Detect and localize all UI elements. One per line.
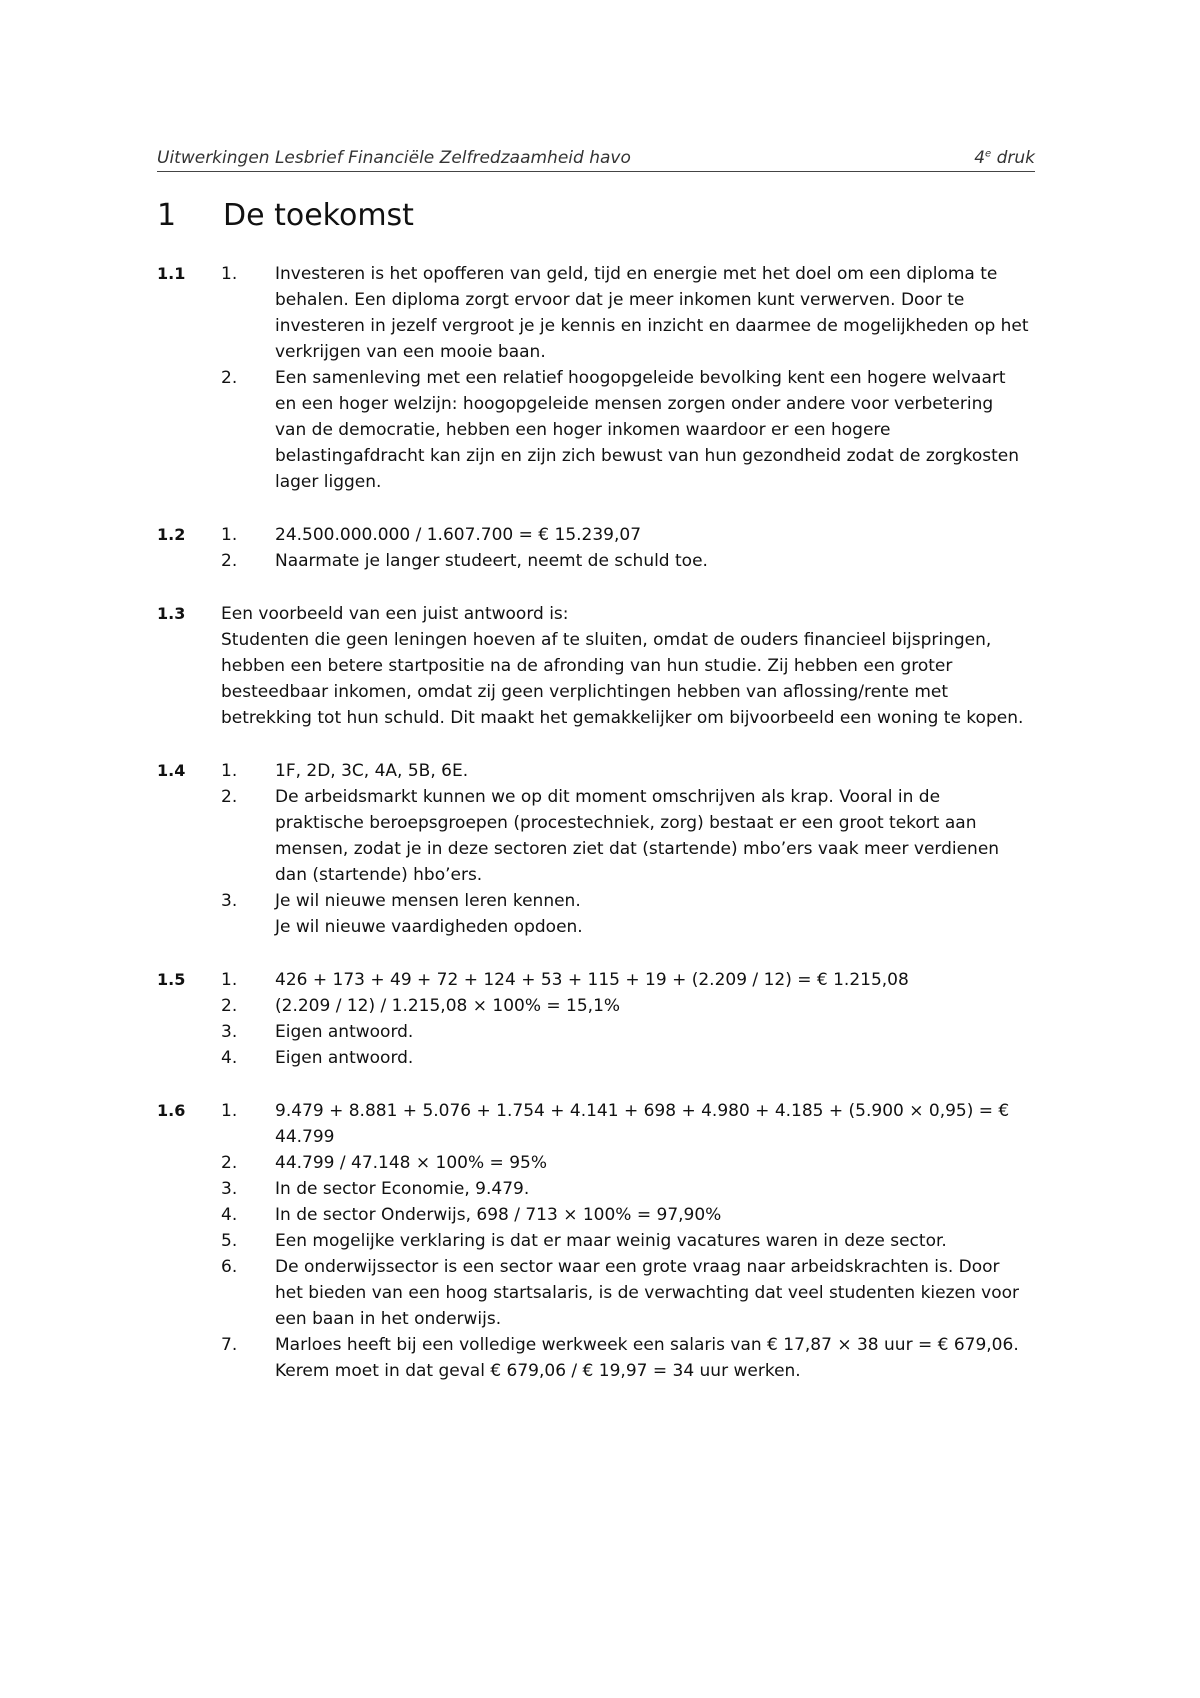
answer-line: (2.209 / 12) / 1.215,08 × 100% = 15,1% bbox=[275, 996, 621, 1016]
answer-number: 2. bbox=[221, 368, 238, 388]
answer-item bbox=[221, 1045, 1035, 1071]
answer-text bbox=[221, 601, 1035, 731]
answer-line: het bieden van een hoog startsalaris, is de verwachting dat veel studenten kiezen voor bbox=[275, 1283, 1020, 1303]
answer-item bbox=[221, 601, 1035, 731]
answer-line: betrekking tot hun schuld. Dit maakt het gemakkelijker om bijvoorbeeld een woning te kopen. bbox=[221, 708, 1024, 728]
answer-text bbox=[275, 365, 1035, 495]
answer-item bbox=[221, 548, 1035, 574]
answer-number: 3. bbox=[221, 1022, 238, 1042]
answer-text bbox=[275, 1019, 1035, 1045]
answer-item bbox=[221, 365, 1035, 495]
answer-text bbox=[275, 1098, 1035, 1150]
exercise-number: 1.6 bbox=[157, 1101, 186, 1120]
answer-text bbox=[275, 548, 1035, 574]
exercise-body bbox=[221, 758, 1035, 940]
answer-item bbox=[221, 1019, 1035, 1045]
answer-line: investeren in jezelf vergroot je je kennis en inzicht en daarmee de mogelijkheden op het bbox=[275, 316, 1029, 336]
answer-line: 9.479 + 8.881 + 5.076 + 1.754 + 4.141 + 698 + 4.980 + 4.185 + (5.900 × 0,95) = € 44.799 bbox=[275, 1101, 1010, 1147]
header-edition bbox=[974, 148, 1035, 168]
answer-text bbox=[275, 1176, 1035, 1202]
answer-text bbox=[275, 1202, 1035, 1228]
answer-text bbox=[275, 1254, 1035, 1332]
answer-number: 3. bbox=[221, 1179, 238, 1199]
answer-line: De arbeidsmarkt kunnen we op dit moment omschrijven als krap. Vooral in de bbox=[275, 787, 941, 807]
answer-item bbox=[221, 1098, 1035, 1150]
answer-line: Kerem moet in dat geval € 679,06 / € 19,97 = 34 uur werken. bbox=[275, 1361, 801, 1381]
answer-line: Naarmate je langer studeert, neemt de schuld toe. bbox=[275, 551, 708, 571]
answer-number: 1. bbox=[221, 525, 238, 545]
answer-line: Je wil nieuwe vaardigheden opdoen. bbox=[275, 917, 583, 937]
answer-item bbox=[221, 1176, 1035, 1202]
exercise bbox=[157, 601, 1035, 731]
answer-line: 24.500.000.000 / 1.607.700 = € 15.239,07 bbox=[275, 525, 642, 545]
edition-superscript: e bbox=[985, 148, 992, 160]
answer-item bbox=[221, 1150, 1035, 1176]
answer-number: 1. bbox=[221, 264, 238, 284]
answer-number: 1. bbox=[221, 761, 238, 781]
answer-line: verkrijgen van een mooie baan. bbox=[275, 342, 546, 362]
exercise-list bbox=[157, 261, 1035, 1384]
answer-line: Een voorbeeld van een juist antwoord is: bbox=[221, 604, 569, 624]
answer-item bbox=[221, 888, 1035, 940]
answer-number: 4. bbox=[221, 1048, 238, 1068]
answer-text bbox=[275, 1228, 1035, 1254]
answer-item bbox=[221, 758, 1035, 784]
chapter-number: 1 bbox=[157, 198, 177, 233]
answer-line: belastingafdracht kan zijn en zijn zich bewust van hun gezondheid zodat de zorgkosten bbox=[275, 446, 1020, 466]
answer-line: 44.799 / 47.148 × 100% = 95% bbox=[275, 1153, 547, 1173]
exercise-number: 1.3 bbox=[157, 604, 186, 623]
answer-item bbox=[221, 1202, 1035, 1228]
answer-text bbox=[275, 888, 1035, 940]
answer-line: Marloes heeft bij een volledige werkweek een salaris van € 17,87 × 38 uur = € 679,06. bbox=[275, 1335, 1019, 1355]
exercise-body bbox=[221, 522, 1035, 574]
answer-item bbox=[221, 993, 1035, 1019]
answer-line: van de democratie, hebben een hoger inkomen waardoor er een hogere bbox=[275, 420, 891, 440]
answer-line: Een mogelijke verklaring is dat er maar weinig vacatures waren in deze sector. bbox=[275, 1231, 947, 1251]
answer-item bbox=[221, 1254, 1035, 1332]
exercise bbox=[157, 967, 1035, 1071]
answer-line: dan (startende) hbo’ers. bbox=[275, 865, 483, 885]
answer-line: besteedbaar inkomen, omdat zij geen verplichtingen hebben van aflossing/rente met bbox=[221, 682, 949, 702]
answer-line: mensen, zodat je in deze sectoren ziet dat (startende) mbo’ers vaak meer verdienen bbox=[275, 839, 1000, 859]
edition-word: druk bbox=[996, 148, 1035, 168]
answer-number: 6. bbox=[221, 1257, 238, 1277]
exercise-body bbox=[221, 967, 1035, 1071]
header-title: Uitwerkingen Lesbrief Financiële Zelfredzaamheid havo bbox=[157, 148, 631, 168]
exercise bbox=[157, 522, 1035, 574]
answer-line: lager liggen. bbox=[275, 472, 382, 492]
chapter-heading bbox=[157, 198, 1035, 233]
answer-text bbox=[275, 1332, 1035, 1384]
exercise-number: 1.1 bbox=[157, 264, 186, 283]
chapter-title: De toekomst bbox=[223, 198, 414, 233]
answer-line: Investeren is het opofferen van geld, tijd en energie met het doel om een diploma te bbox=[275, 264, 998, 284]
exercise bbox=[157, 261, 1035, 495]
answer-line: Je wil nieuwe mensen leren kennen. bbox=[275, 891, 581, 911]
answer-text bbox=[275, 967, 1035, 993]
exercise-body bbox=[221, 1098, 1035, 1384]
answer-line: 426 + 173 + 49 + 72 + 124 + 53 + 115 + 19 + (2.209 / 12) = € 1.215,08 bbox=[275, 970, 909, 990]
exercise-number: 1.2 bbox=[157, 525, 186, 544]
answer-number: 2. bbox=[221, 996, 238, 1016]
answer-number: 1. bbox=[221, 970, 238, 990]
exercise bbox=[157, 1098, 1035, 1384]
answer-number: 7. bbox=[221, 1335, 238, 1355]
answer-line: Studenten die geen leningen hoeven af te sluiten, omdat de ouders financieel bijspringen, bbox=[221, 630, 992, 650]
answer-text bbox=[275, 758, 1035, 784]
answer-line: Eigen antwoord. bbox=[275, 1022, 414, 1042]
answer-item bbox=[221, 1332, 1035, 1384]
answer-line: en een hoger welzijn: hoogopgeleide mensen zorgen onder andere voor verbetering bbox=[275, 394, 994, 414]
answer-number: 4. bbox=[221, 1205, 238, 1225]
answer-number: 3. bbox=[221, 891, 238, 911]
answer-text bbox=[275, 993, 1035, 1019]
answer-text bbox=[275, 1150, 1035, 1176]
answer-item bbox=[221, 261, 1035, 365]
answer-item bbox=[221, 967, 1035, 993]
answer-number: 2. bbox=[221, 551, 238, 571]
answer-item bbox=[221, 1228, 1035, 1254]
answer-line: Een samenleving met een relatief hoogopgeleide bevolking kent een hogere welvaart bbox=[275, 368, 1006, 388]
answer-text bbox=[275, 784, 1035, 888]
answer-line: Eigen antwoord. bbox=[275, 1048, 414, 1068]
exercise-body bbox=[221, 261, 1035, 495]
exercise-number: 1.5 bbox=[157, 970, 186, 989]
answer-line: behalen. Een diploma zorgt ervoor dat je meer inkomen kunt verwerven. Door te bbox=[275, 290, 965, 310]
answer-number: 2. bbox=[221, 1153, 238, 1173]
answer-text bbox=[275, 522, 1035, 548]
answer-number: 1. bbox=[221, 1101, 238, 1121]
edition-number: 4 bbox=[974, 148, 986, 168]
answer-item bbox=[221, 784, 1035, 888]
answer-line: In de sector Economie, 9.479. bbox=[275, 1179, 530, 1199]
exercise-number: 1.4 bbox=[157, 761, 186, 780]
answer-number: 5. bbox=[221, 1231, 238, 1251]
answer-text bbox=[275, 1045, 1035, 1071]
answer-line: In de sector Onderwijs, 698 / 713 × 100% = 97,90% bbox=[275, 1205, 722, 1225]
page-header bbox=[157, 148, 1035, 172]
answer-line: praktische beroepsgroepen (procestechniek, zorg) bestaat er een groot tekort aan bbox=[275, 813, 977, 833]
answer-line: hebben een betere startpositie na de afronding van hun studie. Zij hebben een groter bbox=[221, 656, 953, 676]
exercise-body bbox=[221, 601, 1035, 731]
answer-line: De onderwijssector is een sector waar een grote vraag naar arbeidskrachten is. Door bbox=[275, 1257, 1000, 1277]
answer-line: 1F, 2D, 3C, 4A, 5B, 6E. bbox=[275, 761, 469, 781]
answer-number: 2. bbox=[221, 787, 238, 807]
exercise bbox=[157, 758, 1035, 940]
answer-item bbox=[221, 522, 1035, 548]
answer-text bbox=[275, 261, 1035, 365]
answer-line: een baan in het onderwijs. bbox=[275, 1309, 502, 1329]
